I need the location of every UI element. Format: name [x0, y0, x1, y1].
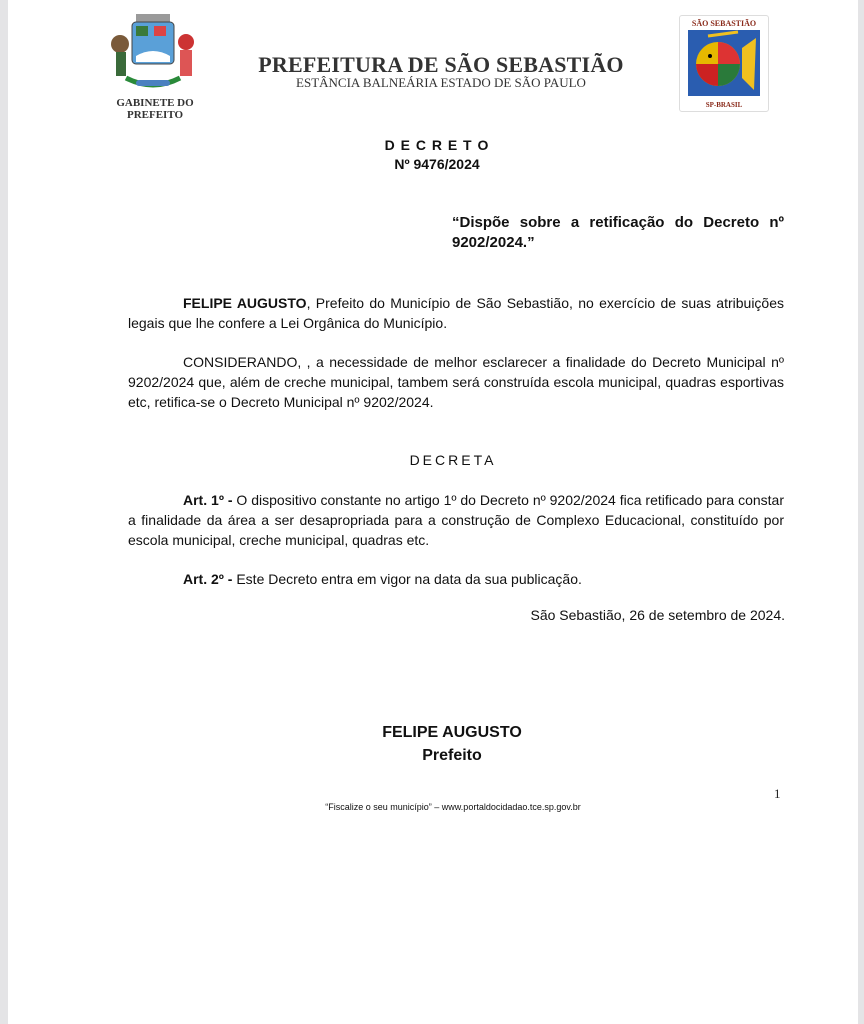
page-subtitle: ESTÂNCIA BALNEÁRIA ESTADO DE SÃO PAULO [296, 75, 586, 90]
preamble-text: , Prefeito do Município de São Sebastião, no exercício de suas atribuições legais que lhe confere a Lei Orgânica do Município. [128, 295, 784, 331]
decree-number: Nº 9476/2024 [394, 156, 480, 172]
fish-logo-top-text: SÃO SEBASTIÃO [691, 19, 757, 28]
page-number: 1 [774, 786, 781, 801]
mayor-name: FELIPE AUGUSTO [183, 295, 307, 311]
fish-logo-bottom-text: SP-BRASIL [705, 101, 743, 109]
signature-name: FELIPE AUGUSTO [382, 724, 522, 741]
decreta-heading: DECRETA [409, 452, 497, 468]
page-title: PREFEITURA DE SÃO SEBASTIÃO [258, 52, 624, 77]
article-1 [128, 490, 784, 550]
document-page [8, 0, 858, 1024]
signature-role: Prefeito [422, 747, 482, 764]
fish-icon [688, 30, 760, 96]
considerando-paragraph: CONSIDERANDO, , a necessidade de melhor esclarecer a finalidade do Decreto Municipal nº 9202/2024 que, além de creche municipal, tambem será construída escola municipal, quadras esportivas etc, retifica-se o Decreto Municipal nº 9202/2024. [128, 354, 784, 410]
city-coat-of-arms-logo [108, 12, 198, 96]
caption-line-1: GABINETE DO [116, 97, 194, 109]
caption-line-2: PREFEITO [126, 109, 184, 121]
article-2 [128, 569, 784, 589]
preamble-paragraph [128, 293, 784, 333]
article-1-label: Art. 1º - [183, 492, 233, 508]
article-1-text: O dispositivo constante no artigo 1º do Decreto nº 9202/2024 fica retificado para constar a finalidade da área a ser desapropriada para a construção de Complexo Educacional, constituído por escola municipal, creche municipal, quadras etc. [128, 492, 785, 548]
footer-text: “Fiscalize o seu município” – www.portaldocidadao.tce.sp.gov.br [325, 802, 581, 812]
gabinete-caption [100, 97, 210, 121]
article-2-text: Este Decreto entra em vigor na data da sua publicação. [232, 571, 582, 587]
article-2-label: Art. 2º - [183, 571, 233, 587]
decree-summary: “Dispõe sobre a retificação do Decreto nº 9202/2024.” [452, 214, 784, 251]
date-line: São Sebastião, 26 de setembro de 2024. [530, 607, 785, 623]
city-fish-logo [679, 15, 769, 112]
decree-heading: D E C R E T O [384, 137, 490, 153]
